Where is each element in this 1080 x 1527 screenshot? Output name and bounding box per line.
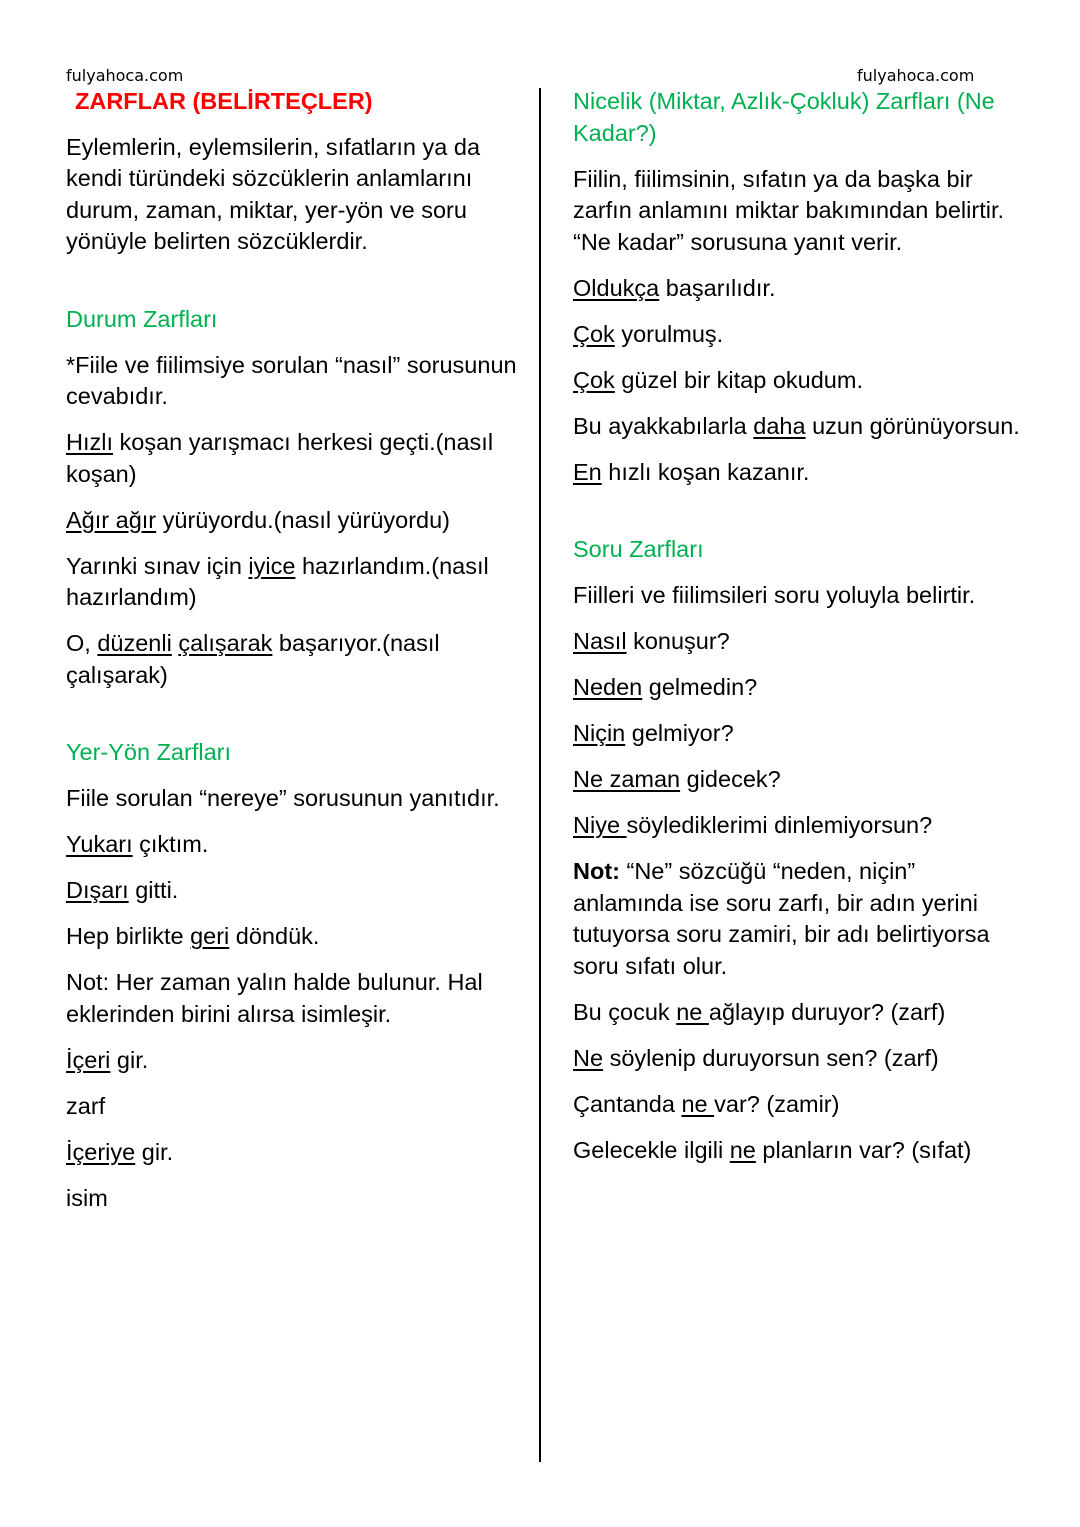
nicelik-example-3: Çok güzel bir kitap okudum. (573, 366, 863, 393)
underlined-adverb: Ağır ağır (66, 506, 157, 533)
underlined-adverb: Çok (573, 320, 615, 347)
underlined-adverb: daha (753, 412, 806, 439)
section-heading-nicelik: Nicelik (Miktar, Azlık-Çokluk) Zarfları (Ne Kadar?) (573, 88, 995, 146)
yeryon-example-3: Hep birlikte geri döndük. (66, 923, 320, 949)
underlined-adverb: İçeri (66, 1046, 111, 1073)
soru-example-8: Çantanda ne var? (zamir) (573, 1090, 840, 1117)
underlined-adverb: iyice (248, 552, 296, 579)
intro-paragraph: Eylemlerin, eylemsilerin, sıfatların ya da kendi türündeki sözcüklerin anlamlarını durum, zaman, miktar, yer-yön ve soru yönüyle belirten sözcüklerdir. (66, 133, 481, 254)
page-title: ZARFLAR (BELİRTEÇLER) (75, 88, 373, 114)
underlined-adverb: Niçin (573, 720, 626, 746)
section-heading-durum: Durum Zarfları (66, 305, 218, 332)
yeryon-example-4-label: zarf (66, 1092, 106, 1119)
durum-example-2: Ağır ağır yürüyordu.(nasıl yürüyordu) (66, 506, 451, 533)
underlined-adverb: Niye (573, 812, 627, 838)
soru-example-2: Neden gelmedin? (573, 674, 758, 700)
soru-note: Not: “Ne” sözcüğü “neden, niçin” anlamında ise soru zarfı, bir adın yerini tutuyorsa soru zamiri, bir adı belirtiyorsa soru sıfatı olur. (573, 858, 990, 979)
underlined-word: ne (676, 998, 709, 1025)
underlined-adverb: düzenli (97, 630, 172, 656)
nicelik-example-1: Oldukça başarılıdır. (573, 274, 776, 301)
underlined-adverb: Yukarı (66, 831, 133, 857)
soru-description: Fiilleri ve fiilimsileri soru yoluyla belirtir. (573, 582, 976, 608)
nicelik-example-4: Bu ayakkabılarla daha uzun görünüyorsun. (573, 412, 1020, 439)
underlined-adverb: çalışarak (178, 630, 273, 656)
nicelik-example-5: En hızlı koşan kazanır. (573, 458, 810, 485)
durum-example-3: Yarınki sınav için iyice hazırlandım.(nasıl hazırlandım) (66, 552, 489, 610)
column-divider (539, 88, 541, 1462)
underlined-adverb: geri (190, 923, 230, 949)
durum-example-4: O, düzenli çalışarak başarıyor.(nasıl çalışarak) (66, 630, 440, 688)
underlined-adverb: En (573, 458, 602, 485)
site-watermark-right: fulyahoca.com (857, 66, 975, 85)
left-column (66, 86, 521, 1229)
durum-example-1: Hızlı koşan yarışmacı herkesi geçti.(nasıl koşan) (66, 429, 494, 487)
yeryon-note: Not: Her zaman yalın halde bulunur. Hal eklerinden birini alırsa isimleşir. (66, 969, 483, 1027)
durum-description: *Fiile ve fiilimsiye sorulan “nasıl” sorusunun cevabıdır. (66, 351, 517, 409)
yeryon-description: Fiile sorulan “nereye” sorusunun yanıtıdır. (66, 785, 500, 811)
underlined-adverb: Dışarı (66, 877, 129, 903)
yeryon-example-1: Yukarı çıktım. (66, 831, 209, 857)
soru-example-9: Gelecekle ilgili ne planların var? (sıfat) (573, 1136, 972, 1163)
underlined-word: Ne (573, 1044, 604, 1071)
soru-example-6: Bu çocuk ne ağlayıp duruyor? (zarf) (573, 998, 946, 1025)
note-label: Not: (573, 858, 620, 884)
nicelik-example-2: Çok yorulmuş. (573, 320, 724, 347)
underlined-word: İçeriye (66, 1138, 136, 1165)
underlined-adverb: Oldukça (573, 274, 660, 301)
underlined-adverb: Nasıl (573, 628, 627, 654)
right-column (573, 86, 1028, 1181)
section-heading-yeryon: Yer-Yön Zarfları (66, 739, 232, 765)
underlined-adverb: Çok (573, 366, 615, 393)
underlined-adverb: Hızlı (66, 429, 113, 455)
yeryon-example-4: İçeri gir. (66, 1046, 149, 1073)
section-heading-soru: Soru Zarfları (573, 536, 704, 562)
soru-example-5: Niye söylediklerimi dinlemiyorsun? (573, 812, 933, 838)
yeryon-example-5: İçeriye gir. (66, 1138, 174, 1165)
soru-example-4: Ne zaman gidecek? (573, 766, 781, 792)
underlined-word: ne (681, 1090, 715, 1117)
yeryon-example-2: Dışarı gitti. (66, 877, 179, 903)
underlined-adverb: Ne zaman (573, 766, 681, 792)
soru-example-7: Ne söylenip duruyorsun sen? (zarf) (573, 1044, 939, 1071)
site-watermark-left: fulyahoca.com (66, 66, 184, 85)
nicelik-description: Fiilin, fiilimsinin, sıfatın ya da başka bir zarfın anlamını miktar bakımından belirtir. “Ne kadar” sorusuna yanıt verir. (573, 165, 1005, 255)
yeryon-example-5-label: isim (66, 1184, 108, 1211)
soru-example-3: Niçin gelmiyor? (573, 720, 734, 746)
soru-example-1: Nasıl konuşur? (573, 628, 730, 654)
underlined-adverb: Neden (573, 674, 643, 700)
underlined-word: ne (729, 1136, 756, 1163)
